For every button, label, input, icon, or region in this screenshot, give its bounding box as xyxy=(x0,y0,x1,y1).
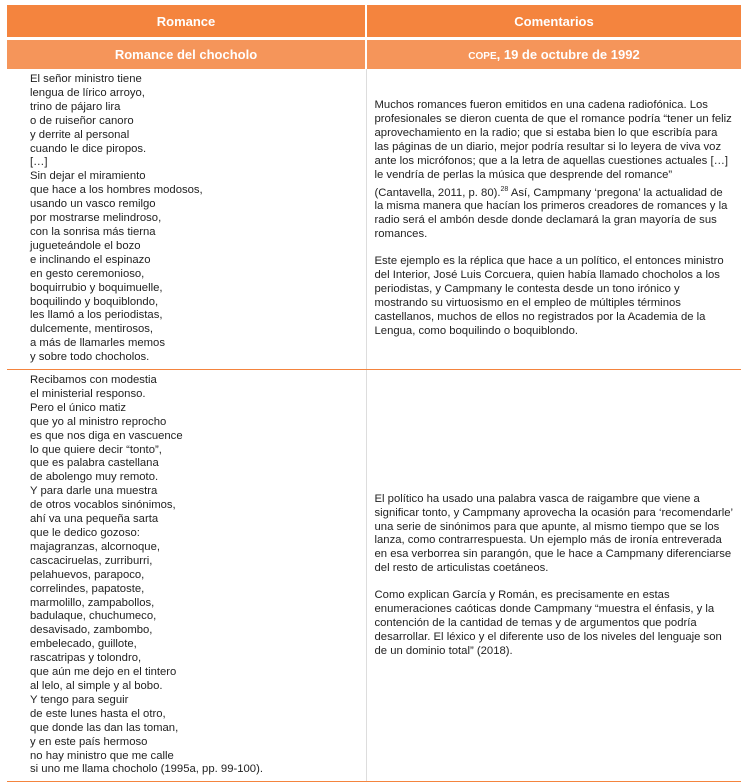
broadcast-info xyxy=(366,39,741,70)
poem-line: jugueteándole el bozo xyxy=(30,239,141,252)
poem-line: de abolengo muy remoto. xyxy=(30,471,159,484)
poem-line: boquirrubio y boquimuelle, xyxy=(30,281,163,294)
poem-line: correlindes, papatoste, xyxy=(30,582,145,595)
poem-line: boquilindo y boquiblondo, xyxy=(30,295,159,308)
column-header-romance: Romance xyxy=(7,5,366,39)
poem-line: con la sonrisa más tierna xyxy=(30,225,156,238)
poem-line: cascaciruelas, zurriburri, xyxy=(30,554,153,567)
comment-paragraph: Este ejemplo es la réplica que hace a un político, el entonces ministro del Interior, José Luis Corcuera, quien había llamado chocholos a los periodistas, y Campmany le contesta desde un tono irónico y mostrando su virtuosismo en el empleo de múltiples términos castellanos, muchos de ellos no registrados por la Academia de la Lengua, como boquilindo o boquiblondo. xyxy=(374,255,724,337)
poem-line: El señor ministro tiene xyxy=(30,73,142,85)
poem-line: en gesto ceremonioso, xyxy=(30,267,145,280)
poem-line: o de ruiseñor canoro xyxy=(30,114,134,127)
poem-line: de este lunes hasta el otro, xyxy=(30,707,166,720)
romance-title: Romance del chocholo xyxy=(7,39,366,70)
poem-line: lengua de lírico arroyo, xyxy=(30,86,145,99)
broadcast-date: , 19 de octubre de 1992 xyxy=(496,47,640,62)
source-name: COPE xyxy=(468,51,497,62)
poem-line: que le dedico gozoso: xyxy=(30,527,140,539)
comment-cell xyxy=(366,69,741,370)
romance-table-container xyxy=(7,5,741,782)
poem-line: que yo al ministro reprocho xyxy=(30,415,167,428)
poem-cell xyxy=(7,69,366,370)
poem-line: es que nos diga en vascuence xyxy=(30,429,183,442)
poem-line: a más de llamarles memos xyxy=(30,337,165,350)
header-row xyxy=(7,5,741,39)
footnote-ref: 28 xyxy=(500,185,509,193)
poem-line: lo que quiere decir “tonto”, xyxy=(30,443,162,456)
poem-line: embelecado, guillote, xyxy=(30,638,137,651)
poem-line: e inclinando el espinazo xyxy=(30,253,151,266)
poem-line: Y para darle una muestra xyxy=(30,485,158,498)
poem-line: ahí va una pequeña sarta xyxy=(30,513,159,526)
poem-line: no hay ministro que me calle xyxy=(30,749,174,762)
poem-line: Sin dejar el miramiento xyxy=(30,170,146,183)
poem-line: majagranzas, alcornoque, xyxy=(30,540,160,553)
poem-line: al lelo, al simple y al bobo. xyxy=(30,679,163,692)
poem-line: que aún me dejo en el tintero xyxy=(30,666,177,679)
poem-line: el ministerial responso. xyxy=(30,387,146,400)
comment-paragraph xyxy=(375,99,734,242)
poem-line: Y tengo para seguir xyxy=(30,693,129,706)
poem-line: rascatripas y tolondro, xyxy=(30,652,142,665)
poem-line: les llamó a los periodistas, xyxy=(30,309,163,322)
poem-line: que hace a los hombres modosos, xyxy=(30,184,203,197)
comment-cell xyxy=(366,370,741,782)
poem-line: de otros vocablos sinónimos, xyxy=(30,499,176,512)
poem-line: badulaque, chuchumeco, xyxy=(30,610,157,623)
comment-paragraph: Como explican García y Román, es precisamente en estas enumeraciones caóticas donde Campmany “muestra el énfasis, y la contención de la cantidad de temas y de argumentos que podría desarrollar. El léxico y el diferente uso de los niveles del lenguaje son de un dominio total” (2018). xyxy=(374,589,722,657)
poem-line: […] xyxy=(30,156,48,169)
poem-line: y sobre todo chocholos. xyxy=(30,351,150,364)
poem-line: por mostrarse melindroso, xyxy=(30,212,162,225)
poem-line: usando un vasco remilgo xyxy=(30,198,156,211)
comment-paragraph: El político ha usado una palabra vasca de raigambre que viene a significar tonto, y Campmany aprovecha la ocasión para ‘recomendarle’ una serie de sinónimos para que apunte, al mismo tiempo que se los lanza, como contrarrespuesta. Un ejemplo más de ironía entreverada en esa verborrea sin parangón, que le hace a Campmany diferenciarse del resto de articulistas coetáneos. xyxy=(374,492,733,575)
poem-line: que es palabra castellana xyxy=(30,457,159,470)
column-header-comentarios: Comentarios xyxy=(366,5,741,39)
poem-cell xyxy=(7,370,366,782)
comment-text: Muchos romances fueron emitidos en una cadena radiofónica. Los profesionales se dieron cuenta de que el romance podría “tener un feliz aprovechamiento en la radio; que si estaba bien lo que escribía para las páginas de un diario, mejor podría resultar si lo leyera de viva voz ante los micrófonos; que a la letra de aquellas cuestiones actuales […] le vendría de perlas la música que desprende del romance” (Cantavella, 2011, p. 80). xyxy=(374,99,732,199)
comment-text: Así, Campmany ‘pregona’ la actualidad de la misma manera que hacían los primeros creadores de romances y la radio será el ambón desde donde declamará la gran mayoría de sus romances. xyxy=(374,186,728,241)
table-row xyxy=(7,69,741,370)
subheader-row xyxy=(7,39,741,70)
poem-line: cuando le dice piropos. xyxy=(30,142,147,155)
poem-line: desavisado, zambombo, xyxy=(30,624,153,637)
poem-line: marmolillo, zampabollos, xyxy=(30,596,155,609)
poem-line: y en este país hermoso xyxy=(30,735,148,748)
poem-line: dulcemente, mentirosos, xyxy=(30,323,154,336)
poem-line: Pero el único matiz xyxy=(30,401,127,414)
poem-line: que donde las dan las toman, xyxy=(30,721,179,734)
poem-line: Recibamos con modestia xyxy=(30,374,157,387)
table-row xyxy=(7,370,741,782)
romance-table xyxy=(7,5,741,782)
poem-line: y derrite al personal xyxy=(30,128,130,141)
poem-line: si uno me llama chocholo (1995a, pp. 99-100). xyxy=(30,763,263,776)
poem-line: pelahuevos, parapoco, xyxy=(30,568,145,581)
poem-line: trino de pájaro lira xyxy=(30,100,121,113)
